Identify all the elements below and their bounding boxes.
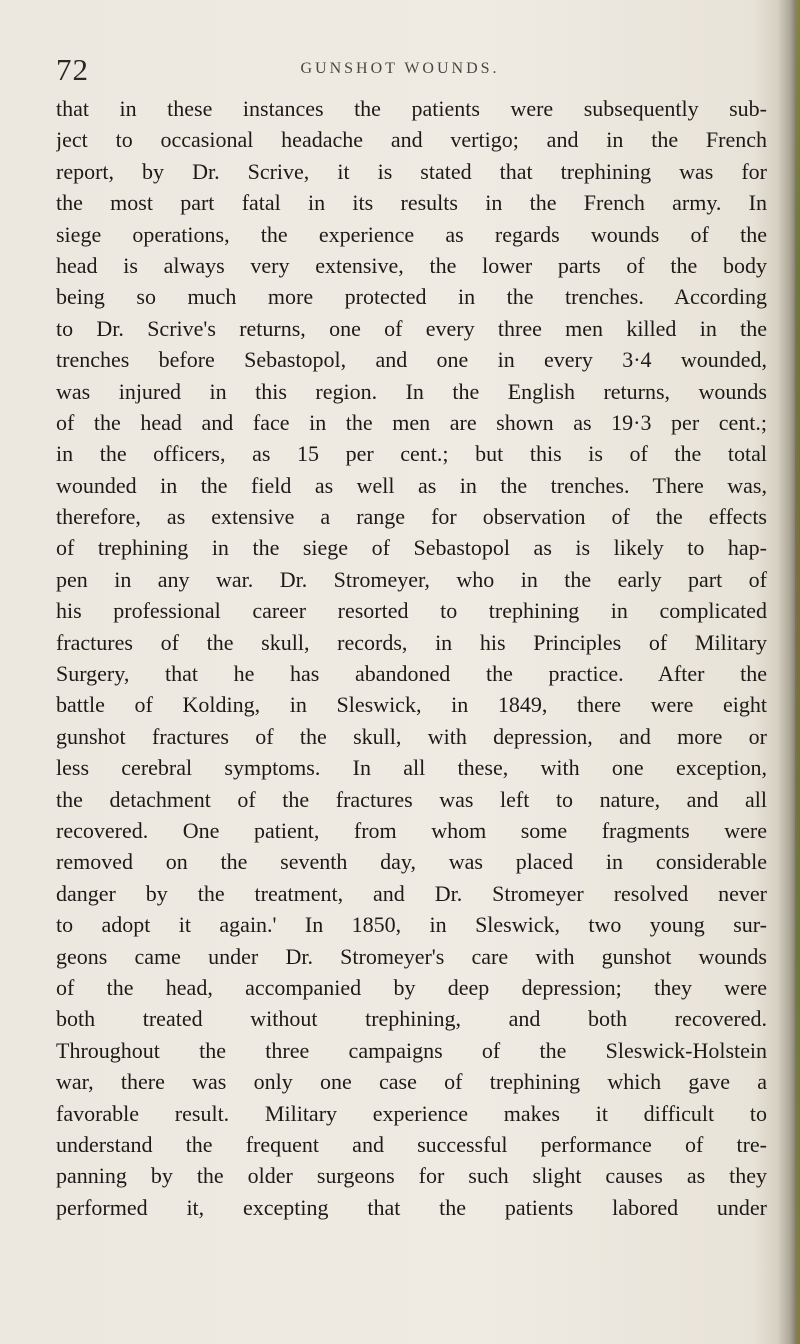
text-line: being so much more protected in the trenches. According bbox=[56, 284, 767, 310]
text-line: Surgery, that he has abandoned the practice. After the bbox=[56, 661, 767, 687]
spine-edge bbox=[795, 0, 800, 1344]
text-line: panning by the older surgeons for such slight causes as they bbox=[56, 1163, 767, 1189]
text-line: siege operations, the experience as regards wounds of the bbox=[56, 221, 767, 247]
text-line: the detachment of the fractures was left to nature, and all bbox=[56, 786, 767, 812]
text-line: geons came under Dr. Stromeyer's care with gunshot wounds bbox=[56, 943, 767, 969]
text-line: both treated without trephining, and both recovered. bbox=[56, 1006, 767, 1032]
text-line: performed it, excepting that the patients labored under bbox=[56, 1194, 767, 1220]
text-line: therefore, as extensive a range for observation of the effects bbox=[56, 504, 767, 530]
text-line: of the head and face in the men are shown as 19·3 per cent.; bbox=[56, 409, 767, 435]
text-line: of trephining in the siege of Sebastopol as is likely to hap- bbox=[56, 535, 767, 561]
text-line: ject to occasional headache and vertigo; and in the French bbox=[56, 127, 767, 153]
text-line: the most part fatal in its results in the French army. In bbox=[56, 190, 767, 216]
text-line: his professional career resorted to trephining in complicated bbox=[56, 598, 767, 624]
text-line: in the officers, as 15 per cent.; but this is of the total bbox=[56, 441, 767, 467]
text-line: recovered. One patient, from whom some fragments were bbox=[56, 817, 767, 843]
text-line: battle of Kolding, in Sleswick, in 1849, there were eight bbox=[56, 692, 767, 718]
text-line: head is always very extensive, the lower parts of the body bbox=[56, 252, 767, 278]
text-line: war, there was only one case of trephining which gave a bbox=[56, 1069, 767, 1095]
page-header bbox=[0, 50, 800, 90]
text-line: understand the frequent and successful performance of tre- bbox=[56, 1131, 767, 1157]
text-line: was injured in this region. In the English returns, wounds bbox=[56, 378, 767, 404]
text-line: fractures of the skull, records, in his Principles of Military bbox=[56, 629, 767, 655]
running-head: GUNSHOT WOUNDS. bbox=[300, 60, 500, 77]
text-line: Throughout the three campaigns of the Sleswick-Holstein bbox=[56, 1037, 767, 1063]
text-line: removed on the seventh day, was placed in considerable bbox=[56, 849, 767, 875]
page-number: 72 bbox=[56, 52, 89, 87]
text-line: danger by the treatment, and Dr. Stromeyer resolved never bbox=[56, 880, 767, 906]
text-line: favorable result. Military experience makes it difficult to bbox=[56, 1100, 767, 1126]
text-line: wounded in the field as well as in the trenches. There was, bbox=[56, 472, 767, 498]
text-line: gunshot fractures of the skull, with depression, and more or bbox=[56, 723, 767, 749]
text-line: pen in any war. Dr. Stromeyer, who in the early part of bbox=[56, 566, 767, 592]
text-line: less cerebral symptoms. In all these, with one exception, bbox=[56, 755, 767, 781]
body-text bbox=[56, 93, 767, 1223]
text-line: of the head, accompanied by deep depression; they were bbox=[56, 974, 767, 1000]
text-line: that in these instances the patients were subsequently sub- bbox=[56, 96, 767, 121]
text-line: to Dr. Scrive's returns, one of every three men killed in the bbox=[56, 315, 767, 341]
text-line: report, by Dr. Scrive, it is stated that trephining was for bbox=[56, 158, 767, 184]
text-line: to adopt it again.' In 1850, in Sleswick, two young sur- bbox=[56, 912, 767, 938]
text-line: trenches before Sebastopol, and one in every 3·4 wounded, bbox=[56, 347, 767, 373]
